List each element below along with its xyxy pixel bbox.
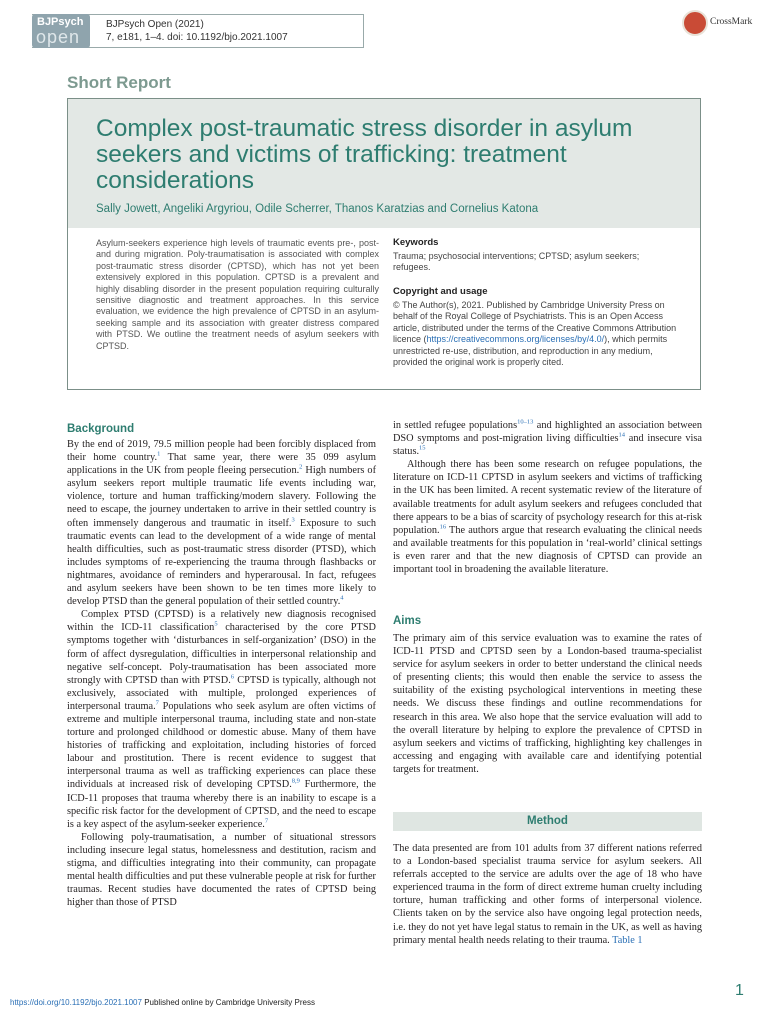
journal-logo	[32, 14, 90, 48]
license-link[interactable]: https://creativecommons.org/licenses/by/4.0/	[426, 334, 605, 345]
method-paragraph	[393, 842, 702, 947]
text-run: Complex PTSD (CPTSD) is a relatively new diagnosis recognised within the ICD-11 classification	[67, 609, 376, 634]
method-text: The data presented are from 101 adults from 37 different nations referred to a London-based specialist trauma service for asylum seekers. All referrals accepted to the service are adults over the age of 18 who have experienced trauma in the form of direct extreme human cruelty including torture, human trafficking and other forms of interpersonal violence. Clients taken on by the service also have ongoing legal protection needs, i.e. they do not yet have legal status to remain in the UK, as well as having primary mental health needs relating to their trauma.	[393, 843, 702, 946]
right-column-top	[393, 419, 702, 576]
author-list: Sally Jowett, Angeliki Argyriou, Odile Scherrer, Thanos Karatzias and Cornelius Katona	[96, 203, 539, 215]
method-column	[393, 842, 702, 947]
copyright-text	[393, 300, 678, 368]
article-title: Complex post-traumatic stress disorder in asylum seekers and victims of trafficking: treatment considerations	[96, 115, 633, 194]
aims-heading: Aims	[393, 615, 422, 627]
aims-paragraph: The primary aim of this service evaluation was to examine the rates of ICD-11 PTSD and CPTSD seen by a London-based trauma-specialist service for asylum seekers in order to better understand the clinical needs of presenting clients; this would then enable the service to assess the suitability of the existing psychological interventions in meeting these needs. We discuss these findings and outline recommendations for research in this area. We also hope that the service evaluation will add to the overall literature by helping to explore the prevalence of CPTSD in asylum seekers and victims of trafficking, highlighting key challenges in accessing and engaging with available care and identifying potential targets for treatment.	[393, 633, 702, 775]
aims-column	[393, 632, 702, 776]
method-heading: Method	[393, 812, 702, 831]
reference-superscript[interactable]: 3	[291, 516, 295, 524]
copyright-text-before: © The Author(s), 2021. Published by Cambridge University Press on behalf of the Royal College of Psychiatrists. This is an Open Access article, distributed under the terms of the Creative Commons Attribution licence (	[393, 300, 677, 345]
footer	[10, 998, 315, 1007]
page-number: 1	[735, 982, 744, 999]
reference-superscript[interactable]: 14	[618, 431, 626, 439]
crossmark-icon[interactable]	[682, 10, 708, 36]
reference-superscript[interactable]: 1	[157, 450, 161, 458]
left-column	[67, 438, 376, 909]
reference-superscript[interactable]: 8,9	[291, 778, 300, 786]
copyright-heading: Copyright and usage	[393, 286, 488, 297]
text-run: Although there has been some research on refugee populations, the literature on ICD-11 CPTSD in asylum seekers and victims of trafficking in the UK has been limited. A recent systematic review of the literature of available treatments for adult asylum seekers and refugees concluded that there appears to be a bias of scarcity of psychology research for this at-risk population.	[393, 459, 702, 536]
abstract-text: Asylum-seekers experience high levels of traumatic events pre-, post- and during migration. Poly-traumatisation is associated with complex post-traumatic stress disorder (CPTSD), which has not yet been extensively explored in this population. CPTSD is a prevalent and highly disabling disorder in the present population requiring culturally sensitive diagnostic and treatment approaches. In this service evaluation, we evidence the high prevalence of CPTSD in an asylum-seeking sample and its association with greater distress compared with PTSD. We outline the treatment needs of asylum seekers with CPTSD.	[96, 238, 379, 351]
text-run: Populations who seek asylum are often victims of extreme and multiple interpersonal trauma, including state and non-state torture and prolonged childhood or domestic abuse. Many of them have histories of trafficking and exploitation, including histories of forced labour and prostitution. There is recent evidence to suggest that interpersonal trauma as well as trafficking experiences can place these individuals at increased risk of developing CPTSD.	[67, 700, 376, 791]
table-1-link[interactable]: Table 1	[612, 934, 643, 946]
text-run: The authors argue that research evaluating the clinical needs and available treatments for this population in ‘real-world’ clinical settings is even rarer and that the new diagnosis of CPTSD can provide an important tool in broadening the available literature.	[393, 524, 702, 576]
logo-top-text: BJPsych	[37, 16, 84, 28]
background-paragraph-1	[67, 438, 376, 608]
reference-superscript[interactable]: 7	[155, 699, 159, 707]
copyright-text-after: ), which permits unrestricted re-use, distribution, and reproduction in any medium, provided the original work is properly cited.	[393, 334, 668, 368]
background-heading: Background	[67, 423, 135, 435]
background-paragraph-2	[67, 608, 376, 831]
doi-link[interactable]: https://doi.org/10.1192/bjo.2021.1007	[10, 998, 142, 1007]
background-paragraph-5	[393, 458, 702, 576]
text-run: in settled refugee populations	[393, 420, 518, 431]
keywords-text: Trauma; psychosocial interventions; CPTSD; asylum seekers; refugees.	[393, 251, 640, 273]
background-paragraph-4	[393, 419, 702, 458]
text-run: By the end of 2019, 79.5 million people had been forcibly displaced from their home country.	[67, 439, 376, 464]
text-run: and insecure visa status.	[393, 433, 702, 458]
background-paragraph-3: Following poly-traumatisation, a number of situational stressors including insecure legal status, homelessness and destitution, racism and stigma, and difficulties integrating into their community, can propagate mental health difficulties and put these vulnerable people at risk for further traumas. Recent studies have documented the rates of CPTSD being higher than those of PTSD	[67, 831, 376, 909]
text-run: That same year, there were 35 099 asylum applications in the UK from people fleeing persecution.	[67, 452, 376, 477]
reference-superscript[interactable]: 10–13	[517, 418, 534, 426]
reference-superscript[interactable]: 4	[340, 594, 344, 602]
text-run: High numbers of asylum seekers report multiple traumatic life events including war, violence, torture and human trafficking/modern slavery. Following the need to escape, the journey undertaken to arrive in their settled country is often immensely dangerous and traumatic in itself.	[67, 465, 376, 529]
reference-superscript[interactable]: 7	[264, 817, 269, 825]
published-note: Published online by Cambridge University Press	[141, 998, 315, 1007]
logo-bottom-text: open	[36, 27, 81, 47]
reference-superscript[interactable]: 15	[419, 444, 426, 452]
keywords-heading: Keywords	[393, 237, 439, 248]
reference-superscript[interactable]: 6	[230, 673, 235, 681]
text-run: Furthermore, the ICD-11 proposes that trauma whereby there is an inability to escape is a specific risk factor for the development of CPTSD, and the need to escape is a key aspect of the asylum-seeker experience.	[67, 779, 376, 830]
reference-superscript[interactable]: 2	[299, 463, 303, 471]
journal-citation-line2: 7, e181, 1–4. doi: 10.1192/bjo.2021.1007	[106, 32, 288, 43]
text-run: characterised by the core PTSD symptoms together with ‘disturbances in self-organization’ (DSO) in the form of affect dysregulation, difficulties in interpersonal relationship and negative self-concept. Poly-traumatisation has been associated more strongly with CPTSD than with PTSD.	[67, 622, 376, 686]
crossmark-label[interactable]: CrossMark	[710, 17, 753, 27]
text-run: and highlighted an association between DSO symptoms and post-migration living difficulties	[393, 420, 702, 445]
text-run: CPTSD is typically, although not exclusively, associated with multiple, prolonged experiences of interpersonal trauma.	[67, 674, 376, 712]
reference-superscript[interactable]: 16	[439, 523, 447, 531]
journal-citation-line1: BJPsych Open (2021)	[106, 19, 204, 30]
reference-superscript[interactable]: 5	[214, 620, 218, 628]
article-type: Short Report	[67, 73, 171, 92]
journal-citation	[106, 18, 288, 44]
text-run: Exposure to such traumatic events can lead to the development of a wide range of mental health difficulties, such as post-traumatic stress disorder (PTSD), which includes symptoms of re-experiencing the trauma through flashbacks or nightmares, avoidance of reminders and hyperarousal. In fact, refugees and asylum seekers have been shown to be ten times more likely to develop PTSD than the general population of their settled country.	[67, 517, 377, 608]
